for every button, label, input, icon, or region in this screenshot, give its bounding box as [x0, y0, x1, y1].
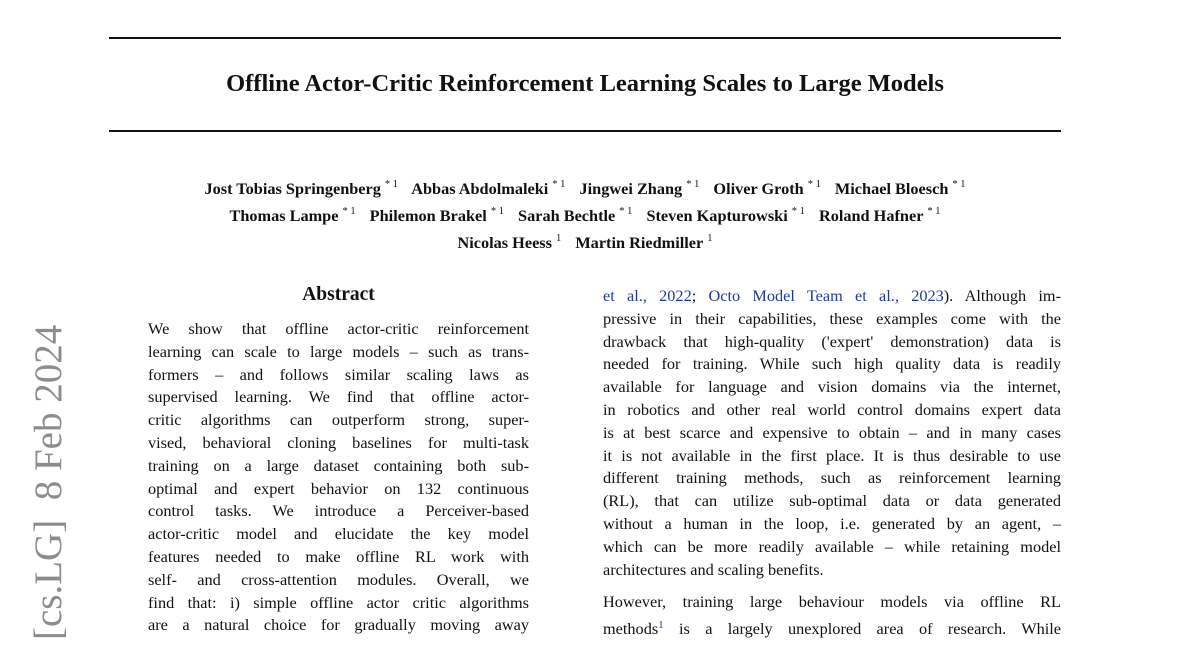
footnote-link[interactable]: 1: [658, 619, 664, 632]
arxiv-stamp: [cs.LG] 8 Feb 2024: [27, 324, 70, 640]
affiliation-mark: * 1: [927, 206, 941, 217]
abstract-body: [148, 318, 529, 637]
intro-text: ). Although im-: [943, 286, 1061, 305]
author: Steven Kapturowski $^{* 1}$: [646, 206, 805, 225]
author: Abbas Abdolmaleki $^{* 1}$: [411, 179, 566, 198]
abstract-line: actor-critic model and elucidate the key model: [148, 524, 529, 544]
intro-line: is at best scarce and expensive to obtain – and in many cases: [603, 422, 1061, 442]
author: Oliver Groth $^{* 1}$: [713, 179, 821, 198]
abstract-line: are a natural choice for gradually moving away: [148, 615, 529, 635]
intro-line: [603, 285, 1061, 308]
citation-separator: ;: [691, 286, 709, 305]
abstract-line: learning can scale to large models – such as trans-: [148, 341, 529, 361]
abstract-line: vised, behavioral cloning baselines for multi-task: [148, 432, 529, 452]
intro-text: methods: [603, 619, 659, 639]
paper-title: Offline Actor-Critic Reinforcement Learning Scales to Large Models: [226, 70, 944, 97]
citation-link[interactable]: Octo Model Team et al., 2023: [708, 286, 944, 305]
intro-line: in robotics and other real world control domains expert data: [603, 399, 1061, 419]
intro-line: [603, 614, 1061, 641]
author: Martin Riedmiller $^1$: [575, 233, 713, 252]
abstract-line: critic algorithms can outperform strong, super-: [148, 410, 529, 430]
abstract-line: optimal and expert behavior on 132 continuous: [148, 478, 529, 498]
author-list: [109, 173, 1061, 254]
abstract-line: formers – and follows similar scaling laws as: [148, 364, 529, 384]
intro-line: without a human in the loop, i.e. generated by an agent, –: [603, 513, 1061, 533]
author: Roland Hafner $^{* 1}$: [818, 206, 941, 225]
affiliation-mark: * 1: [619, 206, 633, 217]
affiliation-mark: * 1: [490, 206, 504, 217]
intro-line: drawback that high-quality ('expert' demonstration) data is: [603, 331, 1061, 351]
affiliation-mark: * 1: [791, 206, 805, 217]
author: Jingwei Zhang $^{* 1}$: [579, 179, 700, 198]
intro-line: needed for training. While such high quality data is readily: [603, 354, 1061, 374]
intro-line: (RL), that can utilize sub-optimal data or data generated: [603, 491, 1061, 511]
intro-line: different training methods, such as reinforcement learning: [603, 468, 1061, 488]
affiliation-mark: 1: [707, 233, 713, 244]
abstract-line: control tasks. We introduce a Perceiver-based: [148, 501, 529, 521]
title-bottom-rule: [109, 130, 1061, 132]
affiliation-mark: * 1: [342, 206, 356, 217]
abstract-line: We show that offline actor-critic reinforcement: [148, 319, 529, 338]
intro-line: which can be more readily available – while retaining model: [603, 536, 1061, 556]
intro-text: is a largely unexplored area of research. While: [663, 619, 1061, 639]
author: Nicolas Heess $^1$: [457, 233, 562, 252]
abstract-heading: Abstract: [302, 284, 375, 305]
abstract-line: training on a large dataset containing both sub-: [148, 455, 529, 475]
top-rule: [109, 37, 1061, 39]
paragraph-gap: [603, 581, 1061, 591]
intro-line: it is not available in the first place. It is thus desirable to use: [603, 445, 1061, 465]
affiliation-mark: * 1: [384, 179, 399, 190]
abstract-line: self- and cross-attention modules. Overall, we: [148, 569, 529, 589]
intro-line: architectures and scaling benefits.: [603, 559, 824, 579]
abstract-line: find that: i) simple offline actor critic algorithms: [148, 592, 529, 612]
author-line-3: [109, 227, 1061, 254]
author-line-2: [109, 200, 1061, 227]
intro-line: However, training large behaviour models via offline RL: [603, 592, 1061, 612]
author-line-1: [109, 173, 1061, 200]
abstract-line: features needed to make offline RL work with: [148, 546, 529, 566]
author: Michael Bloesch $^{* 1}$: [834, 179, 966, 198]
affiliation-mark: * 1: [952, 179, 966, 190]
intro-column: [603, 285, 1061, 641]
citation-link[interactable]: et al., 2022: [603, 286, 692, 305]
affiliation-mark: * 1: [552, 179, 566, 190]
affiliation-mark: * 1: [686, 179, 700, 190]
affiliation-mark: * 1: [807, 179, 821, 190]
author: Thomas Lampe $^{* 1}$: [229, 206, 356, 225]
author: Sarah Bechtle $^{* 1}$: [518, 206, 633, 225]
abstract-line: supervised learning. We find that offline actor-: [148, 387, 529, 407]
author: Jost Tobias Springenberg $^{* 1}$: [204, 179, 399, 198]
intro-line: pressive in their capabilities, these examples come with the: [603, 308, 1061, 328]
affiliation-mark: 1: [555, 233, 562, 244]
author: Philemon Brakel $^{* 1}$: [369, 206, 504, 225]
intro-line: available for language and vision domains via the internet,: [603, 377, 1061, 397]
